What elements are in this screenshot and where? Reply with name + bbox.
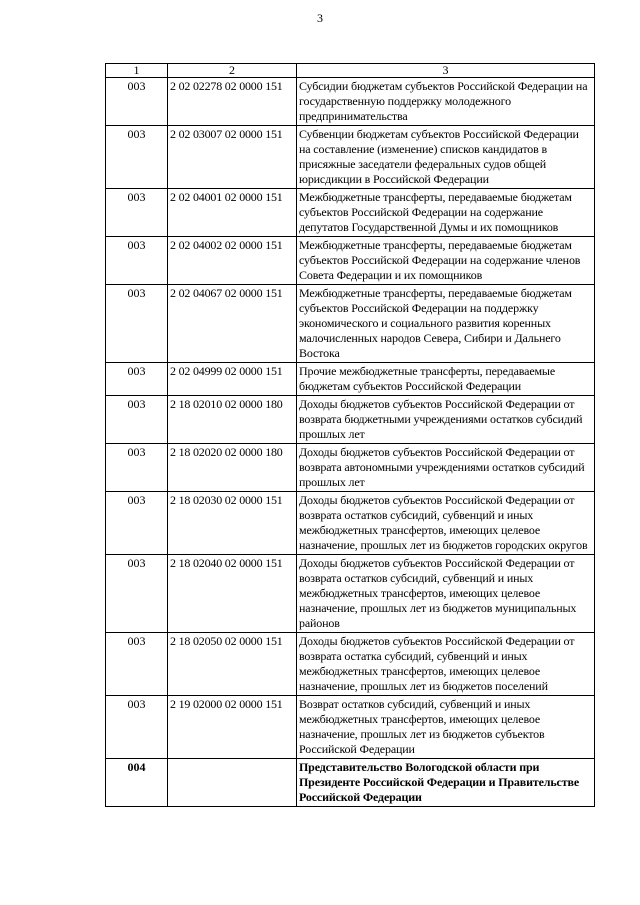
admin-code-cell: 003 [106, 237, 168, 285]
revenue-code-cell: 2 18 02040 02 0000 151 [168, 555, 297, 633]
revenue-code-cell: 2 02 04002 02 0000 151 [168, 237, 297, 285]
table-row [106, 363, 595, 396]
revenue-name-cell: Межбюджетные трансферты, передаваемые бюджетам субъектов Российской Федерации на поддержку экономического и социального развития коренных малочисленных народов Севера, Сибири и Дальнего Востока [297, 285, 595, 363]
admin-code-cell: 003 [106, 285, 168, 363]
admin-code-cell: 003 [106, 78, 168, 126]
table-row [106, 759, 595, 807]
revenue-name-cell: Возврат остатков субсидий, субвенций и иных межбюджетных трансфертов, имеющих целевое назначение, прошлых лет из бюджетов субъектов Российской Федерации [297, 696, 595, 759]
revenue-code-cell: 2 19 02000 02 0000 151 [168, 696, 297, 759]
budget-revenue-table [105, 63, 595, 807]
table-row [106, 189, 595, 237]
admin-code-cell: 003 [106, 363, 168, 396]
revenue-name-cell: Межбюджетные трансферты, передаваемые бюджетам субъектов Российской Федерации на содержание членов Совета Федерации и их помощников [297, 237, 595, 285]
admin-code-cell: 003 [106, 633, 168, 696]
admin-code-cell: 003 [106, 444, 168, 492]
revenue-code-cell: 2 02 02278 02 0000 151 [168, 78, 297, 126]
admin-code-cell: 003 [106, 126, 168, 189]
revenue-name-cell: Доходы бюджетов субъектов Российской Федерации от возврата бюджетными учреждениями остатков субсидий прошлых лет [297, 396, 595, 444]
revenue-code-cell: 2 18 02050 02 0000 151 [168, 633, 297, 696]
table-row [106, 237, 595, 285]
table-row [106, 633, 595, 696]
admin-code-cell: 003 [106, 555, 168, 633]
revenue-code-cell: 2 02 04999 02 0000 151 [168, 363, 297, 396]
revenue-name-cell: Доходы бюджетов субъектов Российской Федерации от возврата остатков субсидий, субвенций и иных межбюджетных трансфертов, имеющих целевое назначение, прошлых лет из бюджетов муниципальных районов [297, 555, 595, 633]
revenue-name-cell: Субсидии бюджетам субъектов Российской Федерации на государственную поддержку молодежного предпринимательства [297, 78, 595, 126]
revenue-name-cell: Представительство Вологодской области при Президенте Российской Федерации и Правительстве Российской Федерации [297, 759, 595, 807]
admin-code-cell: 003 [106, 189, 168, 237]
revenue-name-cell: Межбюджетные трансферты, передаваемые бюджетам субъектов Российской Федерации на содержание депутатов Государственной Думы и их помощников [297, 189, 595, 237]
revenue-code-cell [168, 759, 297, 807]
table-row [106, 285, 595, 363]
page-number: 3 [317, 11, 323, 25]
table-row [106, 396, 595, 444]
admin-code-cell: 003 [106, 492, 168, 555]
table-row [106, 492, 595, 555]
revenue-name-cell: Доходы бюджетов субъектов Российской Федерации от возврата автономными учреждениями остатков субсидий прошлых лет [297, 444, 595, 492]
header-col-1: 1 [106, 64, 168, 78]
revenue-code-cell: 2 02 03007 02 0000 151 [168, 126, 297, 189]
admin-code-cell: 003 [106, 696, 168, 759]
revenue-code-cell: 2 18 02030 02 0000 151 [168, 492, 297, 555]
revenue-name-cell: Доходы бюджетов субъектов Российской Федерации от возврата остатка субсидий, субвенций и иных межбюджетных трансфертов, имеющих целевое назначение, прошлых лет из бюджетов поселений [297, 633, 595, 696]
revenue-code-cell: 2 18 02020 02 0000 180 [168, 444, 297, 492]
revenue-name-cell: Прочие межбюджетные трансферты, передаваемые бюджетам субъектов Российской Федерации [297, 363, 595, 396]
table-header-row [106, 64, 595, 78]
table-row [106, 555, 595, 633]
table-row [106, 126, 595, 189]
revenue-name-cell: Доходы бюджетов субъектов Российской Федерации от возврата остатков субсидий, субвенций и иных межбюджетных трансфертов, имеющих целевое назначение, прошлых лет из бюджетов городских округов [297, 492, 595, 555]
header-col-2: 2 [168, 64, 297, 78]
header-col-3: 3 [297, 64, 595, 78]
admin-code-cell: 003 [106, 396, 168, 444]
table-row [106, 78, 595, 126]
table-row [106, 444, 595, 492]
revenue-name-cell: Субвенции бюджетам субъектов Российской Федерации на составление (изменение) списков кандидатов в присяжные заседатели федеральных судов общей юрисдикции в Российской Федерации [297, 126, 595, 189]
table-body [106, 78, 595, 807]
revenue-code-cell: 2 02 04001 02 0000 151 [168, 189, 297, 237]
revenue-code-cell: 2 18 02010 02 0000 180 [168, 396, 297, 444]
admin-code-cell: 004 [106, 759, 168, 807]
revenue-code-cell: 2 02 04067 02 0000 151 [168, 285, 297, 363]
table-row [106, 696, 595, 759]
